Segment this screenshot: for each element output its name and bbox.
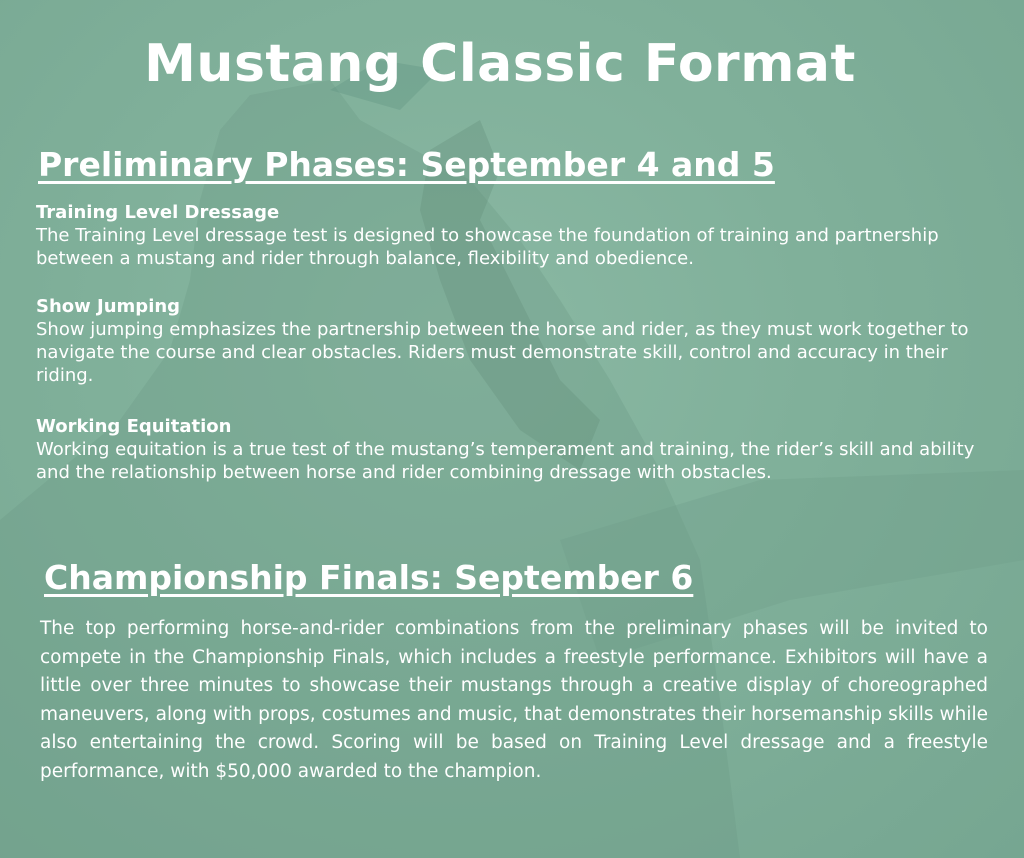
finals-heading: Championship Finals: September 6 [44,558,694,597]
phase-item-working-equitation [36,416,986,484]
phase-title: Training Level Dressage [36,202,280,223]
preliminary-heading: Preliminary Phases: September 4 and 5 [38,145,775,184]
phase-title: Working Equitation [36,416,232,437]
phase-item-show-jumping [36,296,986,387]
phase-description: Show jumping emphasizes the partnership between the horse and rider, as they must work together to navigate the course and clear obstacles. Riders must demonstrate skill, control and accuracy in their riding. [36,319,969,386]
finals-description: The top performing horse-and-rider combinations from the preliminary phases will be invited to compete in the Championship Finals, which includes a freestyle performance. Exhibitors will have a little over three minutes to showcase their mustangs through a creative display of choreographed maneuvers, along with props, costumes and music, that demonstrates their horsemanship skills while also entertaining the crowd. Scoring will be based on Training Level dressage and a freestyle performance, with $50,000 awarded to the champion. [40,618,988,782]
phase-description: Working equitation is a true test of the mustang’s temperament and training, the rider’s skill and ability and the relationship between horse and rider combining dressage with obstacles. [36,439,975,483]
phase-item-training-level-dressage [36,202,986,270]
phase-title: Show Jumping [36,296,181,317]
phase-description: The Training Level dressage test is designed to showcase the foundation of training and partnership between a mustang and rider through balance, flexibility and obedience. [36,225,939,269]
page-title: Mustang Classic Format [144,34,856,94]
